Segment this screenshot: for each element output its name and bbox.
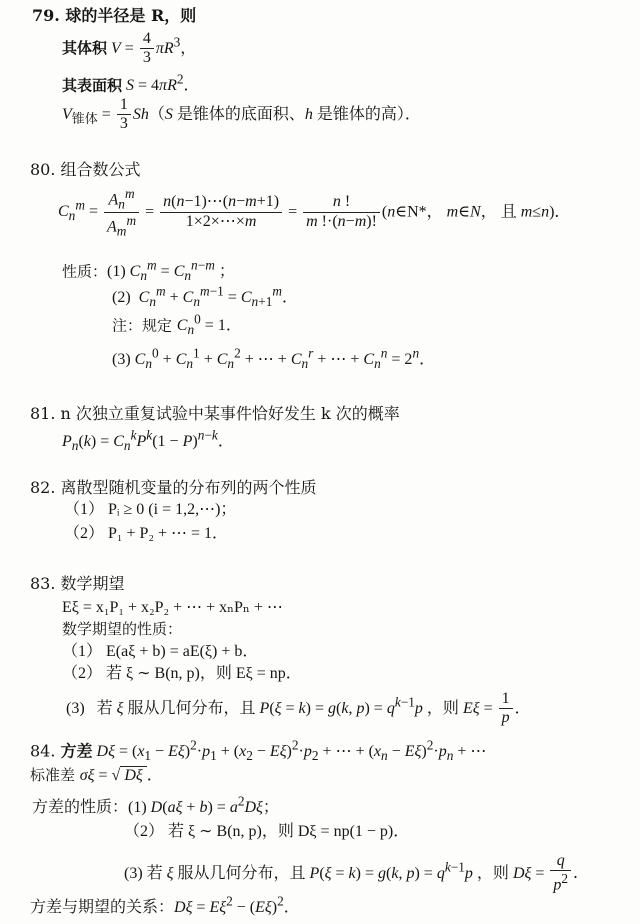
section-81-title: 81. n 次独立重复试验中某事件恰好发生 k 次的概率 xyxy=(30,404,400,423)
section-83-title: 83. 数学期望 xyxy=(30,574,125,593)
combination-property-2: (2) $C_n^m + C_n^{m-1} = C_{n+1}^m$． xyxy=(112,284,299,310)
combination-property-1: 性质：(1) $C_n^m = C_n^{n-m}$ ； xyxy=(62,258,235,284)
combination-note: 注：规定 $C_n^0 = 1$． xyxy=(112,312,242,338)
variance-property-2: （2） 若 ξ ∼ B(n, p)，则 Dξ = np(1 − p)． xyxy=(124,823,410,840)
expectation-properties-title: 数学期望的性质： xyxy=(62,620,183,638)
section-80-title: 80. 组合数公式 xyxy=(30,160,141,179)
binomial-probability-formula: $P_n(k) = C_n^kP^k(1 - P)^{n-k}$． xyxy=(62,428,234,454)
distribution-property-1: （1） Pᵢ ≥ 0 (i = 1,2,⋯)； xyxy=(64,501,237,518)
variance-property-3: (3) 若 ξ 服从几何分布，且 P(ξ = k) = g(k, $p) = q^{k-1}p$ ，则 Dξ = $\frac{q}{p^2}$ ． xyxy=(124,852,590,894)
combination-property-3: (3) $C_n^0 + C_n^1 + C_n^2$ + ⋯ + $C_n^r$ + ⋯ + $C_n^n = 2^n$． xyxy=(112,346,436,372)
section-82-title: 82. 离散型随机变量的分布列的两个性质 xyxy=(30,478,317,497)
cone-volume-formula: $V_{锥体}$ = $\frac{1}{3}$ Sh（S 是锥体的底面积、h 是锥体的高）． xyxy=(62,96,421,133)
expectation-property-3: (3) 若 ξ 服从几何分布，且 P(ξ = k) = g(k, $p) = q^{k-1}p$ ，则 Eξ = $\frac{1}{p}$ ． xyxy=(66,690,531,727)
variance-property-1: 方差的性质：(1) $D(a\xi + b) = a^2D\xi$； xyxy=(32,794,279,817)
expectation-property-1: （1） E(aξ + b) = aE(ξ) + b． xyxy=(62,643,259,660)
expectation-property-2: （2） 若 ξ ∼ B(n, p)，则 Eξ = np． xyxy=(62,665,302,682)
sphere-volume-formula: 其体积 V = $\frac{4}{3}$ $\pi R^3$， xyxy=(62,30,197,67)
expectation-formula: Eξ = x₁P₁ + x₂P₂ + ⋯ + xₙPₙ + ⋯ xyxy=(62,599,283,616)
distribution-property-2: （2） P₁ + P₂ + ⋯ = 1． xyxy=(64,525,229,542)
sphere-surface-formula: 其表面积 $S = 4\pi R^2$． xyxy=(62,72,200,95)
section-79-title: 79. 球的半径是 R，则 xyxy=(32,6,197,25)
variance-expectation-relation: 方差与期望的关系：$D\xi = E\xi^2 - (E\xi)^2$． xyxy=(30,894,300,917)
variance-formula: 84. 方差 $D\xi = (x_1 - E\xi)^2\cdot p_1 + (x_2 - E\xi)^2\cdot p_2$ + ⋯ + $(x_n - E\xi)^2\cdot p_n$ + ⋯ xyxy=(30,738,487,764)
combination-formula: $C_n^m$ = $A_n^m$ $A_m^m$ = $\frac{n(n-1)\cdots(n-m+1)}{1\times 2\times\cdots\times m}$ = $\frac{n !}{m !\cdot(n-m)!}$ (n∈N*， m∈N， 且 m≤n)． xyxy=(58,186,571,239)
standard-deviation-formula: 标准差 σξ = √ Dξ ． xyxy=(30,766,163,784)
